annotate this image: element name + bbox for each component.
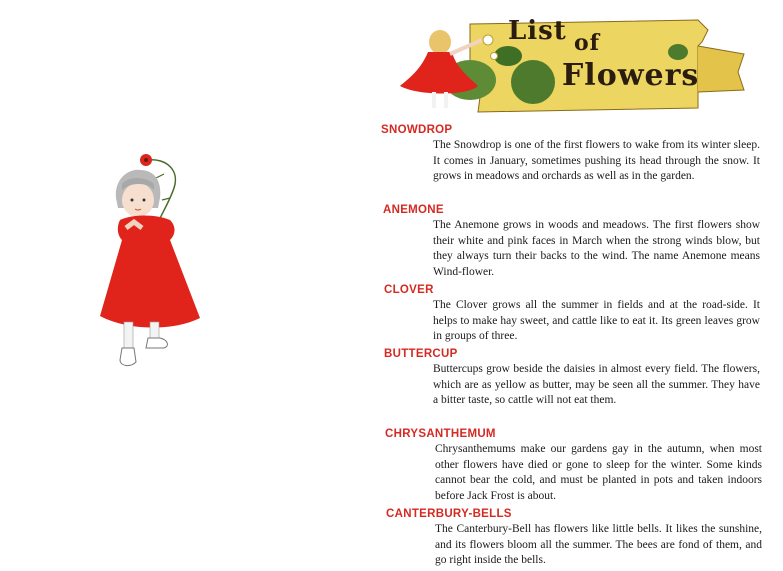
entry-heading: CANTERBURY-BELLS <box>386 508 512 520</box>
banner-title-flowers: Flowers <box>562 58 700 93</box>
entry-description: The Canterbury-Bell has flowers like little bells. It likes the sunshine, and its flowers bloom all the summer. The bees are fond of them, and go right inside the bells. <box>435 523 762 566</box>
entry-heading: ANEMONE <box>383 204 444 216</box>
flower-entry-anemone <box>383 204 760 280</box>
entry-heading: BUTTERCUP <box>384 348 458 360</box>
entry-heading: CHRYSANTHEMUM <box>385 428 496 440</box>
banner-title-of: of <box>574 30 601 56</box>
entry-description: The Snowdrop is one of the first flowers to wake from its winter sleep. It comes in January, sometimes pushing its head through the snow. It grows in meadows and orchards as well as in the garden. <box>433 139 760 182</box>
entry-heading: SNOWDROP <box>381 124 453 136</box>
flower-entry-buttercup <box>384 348 760 409</box>
flower-entry-chrysanthemum <box>385 428 762 504</box>
entry-description: The Anemone grows in woods and meadows. The first flowers show their white and pink faces in March when the strong winds blow, but they always turn their backs to the wind. The name Anemone means Wind-flower. <box>433 219 760 278</box>
entry-description: Chrysanthemums make our gardens gay in the autumn, when most other flowers have died or gone to sleep for the winter. Some kinds cannot bear the cold, and must be planted in pots and taken indoors before Jack Frost is about. <box>435 443 762 502</box>
entry-description: The Clover grows all the summer in fields and at the road-side. It helps to make hay sweet, and cattle like to eat it. Its green leaves grow in groups of three. <box>433 299 760 342</box>
entry-heading: CLOVER <box>384 284 434 296</box>
girl-with-flower-illustration <box>96 148 206 380</box>
flower-entry-canterbury-bells <box>386 508 762 569</box>
flower-entry-clover <box>384 284 760 345</box>
banner-title-list: List <box>508 16 567 46</box>
flower-entry-snowdrop <box>381 124 760 185</box>
entry-description: Buttercups grow beside the daisies in almost every field. The flowers, which are as yellow as butter, may be seen all the summer. They have a bitter taste, so cattle will not eat them. <box>433 363 760 406</box>
